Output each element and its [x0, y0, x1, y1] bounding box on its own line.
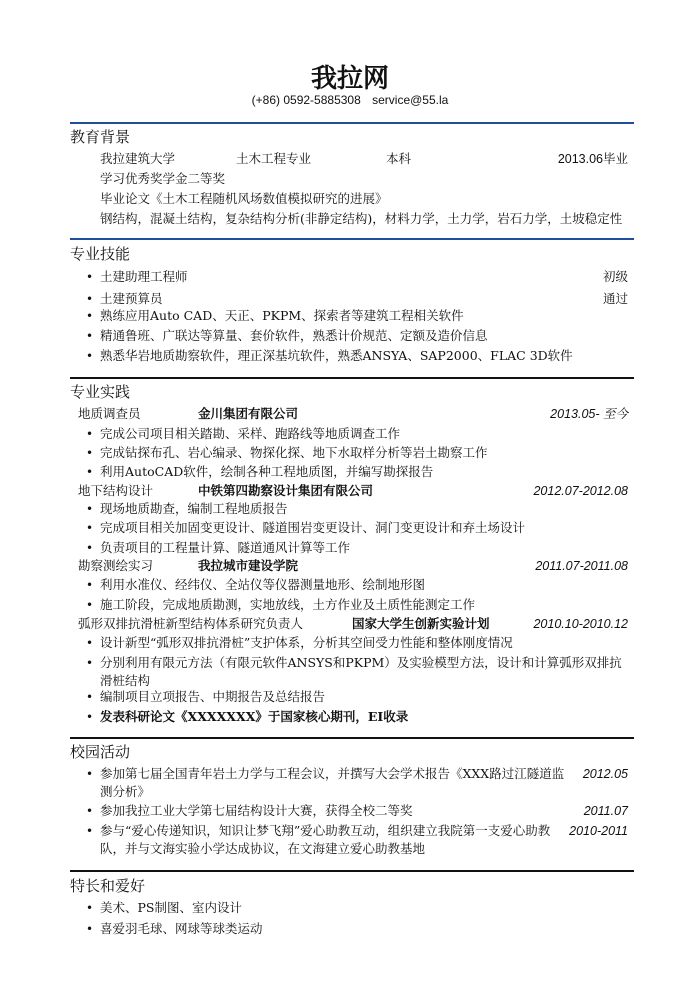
job-company: 中铁第四勘察设计集团有限公司 [198, 483, 374, 498]
education-date: 2013.06毕业 [557, 152, 628, 166]
hobby-item: 美术、PS制图、室内设计 [100, 900, 242, 915]
job-role: 勘察测绘实习 [78, 558, 154, 573]
job-duty: 现场地质勘查，编制工程地质报告 [100, 501, 288, 516]
bullet-icon: • [86, 804, 94, 818]
job-company: 国家大学生创新实验计划 [352, 616, 490, 631]
bullet-icon: • [86, 427, 94, 441]
job-role: 地质调查员 [78, 406, 141, 421]
section-rule [70, 122, 634, 124]
hobbies-title: 特长和爱好 [70, 877, 146, 895]
job-duty: 完成钻探布孔、岩心编录、物探化探、地下水取样分析等岩土勘察工作 [100, 445, 488, 460]
bullet-icon: • [86, 901, 94, 915]
skill-item: 土建预算员 [100, 291, 163, 306]
job-duty: 负责项目的工程量计算、隧道通风计算等工作 [100, 540, 351, 555]
skill-item: 熟悉华岩地质勘察软件，理正深基坑软件，熟悉ANSYA、SAP2000、FLAC 3D软件 [100, 348, 573, 363]
job-company: 我拉城市建设学院 [198, 558, 299, 573]
bullet-icon: • [86, 598, 94, 612]
bullet-icon: • [86, 309, 94, 323]
job-duty: 发表科研论文《XXXXXXX》于国家核心期刊，EI收录 [100, 709, 409, 724]
skill-level: 初级 [602, 269, 628, 284]
bullet-icon: • [86, 329, 94, 343]
bullet-icon: • [86, 349, 94, 363]
education-degree: 本科 [386, 151, 412, 166]
bullet-icon: • [86, 270, 94, 284]
job-duty: 分别利用有限元方法（有限元软件ANSYS和PKPM）及实验模型方法，设计和计算弧形双排抗滑桩结构 [100, 655, 622, 688]
campus-title: 校园活动 [70, 743, 131, 761]
bullet-icon: • [86, 446, 94, 460]
bullet-icon: • [86, 465, 94, 479]
education-award: 学习优秀奖学金二等奖 [100, 171, 226, 186]
bullet-icon: • [86, 710, 94, 724]
section-rule [70, 377, 634, 379]
job-date: 2012.07-2012.08 [533, 484, 628, 498]
job-role: 地下结构设计 [78, 483, 154, 498]
job-duty: 利用AutoCAD软件，绘制各种工程地质图，并编写勘探报告 [100, 464, 434, 479]
bullet-icon: • [86, 636, 94, 650]
section-rule [70, 238, 634, 240]
practice-title: 专业实践 [70, 383, 131, 401]
bullet-icon: • [86, 690, 94, 704]
job-duty: 完成公司项目相关踏勘、采样、跑路线等地质调查工作 [100, 426, 401, 441]
skill-item: 熟练应用Auto CAD、天正、PKPM、探索者等建筑工程相关软件 [100, 308, 464, 323]
phone-number: (+86) 0592-5885308 [251, 93, 361, 107]
bullet-icon: • [86, 656, 94, 670]
job-duty: 施工阶段，完成地质勘测，实地放线，土方作业及土质性能测定工作 [100, 597, 476, 612]
skill-level: 通过 [602, 291, 628, 306]
bullet-icon: • [86, 824, 94, 838]
campus-item: 参加第七届全国青年岩土力学与工程会议，并撰写大会学术报告《XXX路过江隧道监测分析》 [100, 766, 565, 799]
job-duty: 利用水准仪、经纬仪、全站仪等仪器测量地形、绘制地形图 [100, 577, 426, 592]
bullet-icon: • [86, 292, 94, 306]
contact-line [0, 93, 700, 107]
job-date: 2011.07-2011.08 [535, 559, 628, 573]
campus-date: 2011.07 [583, 804, 628, 818]
campus-item: 参与“爱心传递知识，知识让梦飞翔”爱心助教互动，组织建立我院第一支爱心助教队，并与文海实验小学达成协议，在文海建立爱心助教基地 [100, 823, 551, 856]
job-role: 弧形双排抗滑桩新型结构体系研究负责人 [78, 616, 304, 631]
education-courses: 钢结构，混凝土结构，复杂结构分析(非静定结构)，材料力学，土力学，岩石力学，土坡稳定性 [100, 211, 623, 226]
education-title: 教育背景 [70, 128, 131, 146]
section-rule [70, 737, 634, 739]
job-duty: 编制项目立项报告、中期报告及总结报告 [100, 689, 326, 704]
bullet-icon: • [86, 502, 94, 516]
education-school: 我拉建筑大学 [100, 151, 176, 166]
job-duty: 完成项目相关加固变更设计、隧道围岩变更设计、洞门变更设计和弃土场设计 [100, 520, 526, 535]
skill-item: 土建助理工程师 [100, 269, 188, 284]
campus-date: 2010-2011 [569, 824, 628, 838]
job-company: 金川集团有限公司 [198, 406, 299, 421]
hobby-item: 喜爱羽毛球、网球等球类运动 [100, 921, 263, 936]
skill-item: 精通鲁班、广联达等算量、套价软件，熟悉计价规范、定额及造价信息 [100, 328, 488, 343]
email-address[interactable]: service@55.la [372, 93, 449, 107]
education-thesis: 毕业论文《土木工程随机风场数值模拟研究的进展》 [100, 191, 388, 206]
campus-item: 参加我拉工业大学第七届结构设计大赛，获得全校二等奖 [100, 803, 413, 818]
section-rule [70, 870, 634, 872]
resume-name: 我拉网 [310, 64, 389, 94]
bullet-icon: • [86, 922, 94, 936]
bullet-icon: • [86, 541, 94, 555]
education-major: 土木工程专业 [236, 151, 312, 166]
bullet-icon: • [86, 578, 94, 592]
job-date: 2010.10-2010.12 [533, 617, 628, 631]
bullet-icon: • [86, 521, 94, 535]
skills-title: 专业技能 [70, 245, 131, 263]
campus-date: 2012.05 [582, 767, 628, 781]
bullet-icon: • [86, 767, 94, 781]
job-date: 2013.05- 至今 [550, 407, 628, 421]
job-duty: 设计新型“弧形双排抗滑桩”支护体系，分析其空间受力性能和整体刚度情况 [100, 635, 513, 650]
